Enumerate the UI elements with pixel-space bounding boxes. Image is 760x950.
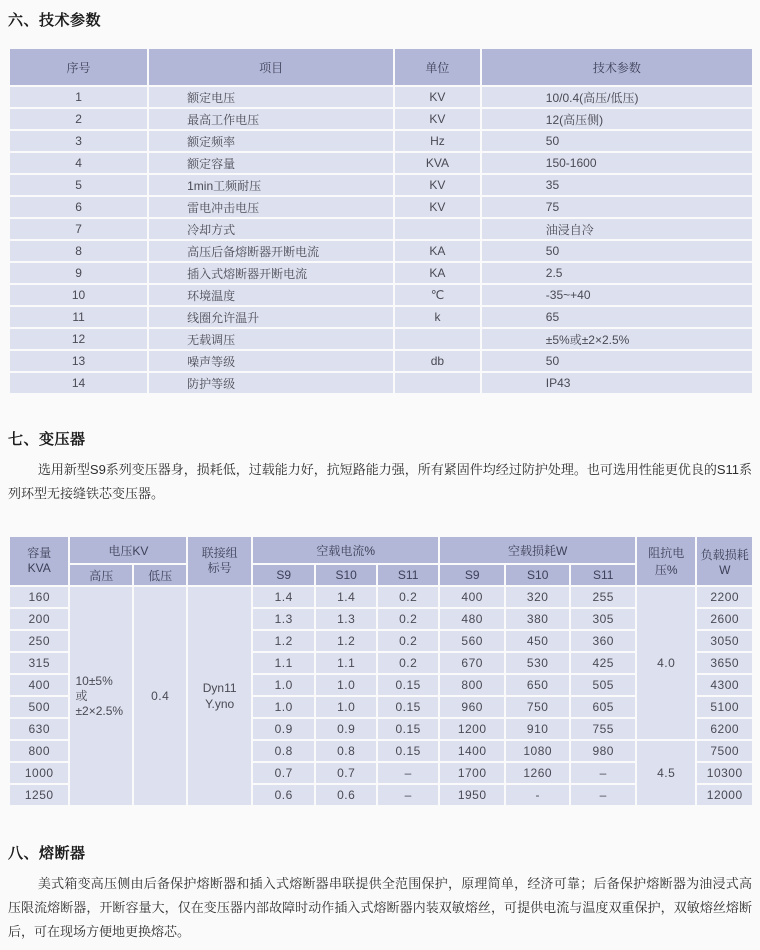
table-cell: 3050 — [697, 631, 752, 651]
table-cell: 2 — [10, 109, 147, 129]
table-cell: 360 — [571, 631, 635, 651]
table-cell: 0.6 — [316, 785, 375, 805]
table-cell: db — [395, 351, 480, 371]
table-cell: 0.15 — [378, 675, 439, 695]
table-cell: 50 — [482, 241, 752, 261]
t2-col-lv: 低压 — [134, 565, 186, 585]
table-cell: 0.6 — [253, 785, 315, 805]
t1-col-unit: 单位 — [395, 49, 480, 85]
table-cell: 400 — [440, 587, 504, 607]
table-cell: 450 — [506, 631, 570, 651]
table-cell: 雷电冲击电压 — [149, 197, 393, 217]
t2-col-connection: 联接组 标号 — [188, 537, 251, 585]
table-cell: 315 — [10, 653, 68, 673]
table-cell: Dyn11 Y.yno — [188, 587, 251, 805]
table-cell: 0.15 — [378, 741, 439, 761]
table-cell: 0.15 — [378, 719, 439, 739]
table-cell: 环境温度 — [149, 285, 393, 305]
table-cell: 980 — [571, 741, 635, 761]
section-7-heading: 七、变压器 — [8, 431, 86, 448]
table-cell: 7 — [10, 219, 147, 239]
table-cell: 插入式熔断器开断电流 — [149, 263, 393, 283]
table-row — [10, 175, 752, 195]
table-cell — [395, 373, 480, 393]
table-cell: 0.8 — [316, 741, 375, 761]
table-cell: 255 — [571, 587, 635, 607]
table-cell: 油浸自冷 — [482, 219, 752, 239]
table-cell: 1950 — [440, 785, 504, 805]
table-cell: 910 — [506, 719, 570, 739]
table-cell: 1 — [10, 87, 147, 107]
table-row — [10, 263, 752, 283]
table-cell: 4.5 — [637, 741, 695, 805]
table-cell: 6 — [10, 197, 147, 217]
t1-col-value: 技术参数 — [482, 49, 752, 85]
table-cell: 1.4 — [316, 587, 375, 607]
table-cell: 160 — [10, 587, 68, 607]
table-cell: 960 — [440, 697, 504, 717]
table-cell: 50 — [482, 131, 752, 151]
table-cell: 8 — [10, 241, 147, 261]
t2-col-current-s9: S9 — [253, 565, 315, 585]
table-cell: KV — [395, 197, 480, 217]
table-row — [10, 307, 752, 327]
table-cell: 1.2 — [316, 631, 375, 651]
table-cell: 75 — [482, 197, 752, 217]
t2-col-load-loss: 负载损耗W — [697, 537, 752, 585]
table-cell: 0.2 — [378, 653, 439, 673]
t2-col-current-s10: S10 — [316, 565, 375, 585]
t2-col-loss-s11: S11 — [571, 565, 635, 585]
t2-col-noload-loss: 空载损耗W — [440, 537, 635, 563]
table-cell: Hz — [395, 131, 480, 151]
table-cell: 10±5% 或 ±2×2.5% — [70, 587, 132, 805]
table-cell: 305 — [571, 609, 635, 629]
table-header-row — [10, 537, 752, 563]
table-cell: 2.5 — [482, 263, 752, 283]
table-cell — [395, 219, 480, 239]
table-cell: 1080 — [506, 741, 570, 761]
transformer-table — [8, 535, 754, 807]
table-cell: KA — [395, 241, 480, 261]
table-cell: 1.0 — [316, 675, 375, 695]
table-cell — [395, 329, 480, 349]
table-cell: 2600 — [697, 609, 752, 629]
t2-col-loss-s10: S10 — [506, 565, 570, 585]
table-cell: 400 — [10, 675, 68, 695]
t2-col-current-s11: S11 — [378, 565, 439, 585]
table-cell: 750 — [506, 697, 570, 717]
table-cell: 0.2 — [378, 631, 439, 651]
table-cell: 最高工作电压 — [149, 109, 393, 129]
table-cell: 1.1 — [253, 653, 315, 673]
table-cell: 200 — [10, 609, 68, 629]
table-cell: -35~+40 — [482, 285, 752, 305]
table-cell: 9 — [10, 263, 147, 283]
table-cell: 50 — [482, 351, 752, 371]
table-cell: k — [395, 307, 480, 327]
table-cell: 425 — [571, 653, 635, 673]
table-cell: 1200 — [440, 719, 504, 739]
table-cell: 2200 — [697, 587, 752, 607]
table-cell: 560 — [440, 631, 504, 651]
table-cell: 7500 — [697, 741, 752, 761]
table-cell: 冷却方式 — [149, 219, 393, 239]
table-cell: 3 — [10, 131, 147, 151]
table-cell: 320 — [506, 587, 570, 607]
table-cell: 10/0.4(高压/低压) — [482, 87, 752, 107]
section-8-paragraph: 美式箱变高压侧由后备保护熔断器和插入式熔断器串联提供全范围保护，原理简单，经济可靠；后备保护熔断器为油浸式高压限流熔断器，开断容量大，仅在变压器内部故障时动作插入式熔断器内装双敏熔丝，可提供电流与温度双重保护，双敏熔丝熔断后，可在现场方便地更换熔芯。 — [8, 876, 752, 939]
table-cell: – — [378, 763, 439, 783]
table-cell: 670 — [440, 653, 504, 673]
t2-col-impedance: 阻抗电压% — [637, 537, 695, 585]
table-cell: 1260 — [506, 763, 570, 783]
table-cell: 5100 — [697, 697, 752, 717]
table-cell: 13 — [10, 351, 147, 371]
table-cell: 12 — [10, 329, 147, 349]
table-cell: 3650 — [697, 653, 752, 673]
t1-col-serial: 序号 — [10, 49, 147, 85]
table-cell: IP43 — [482, 373, 752, 393]
table-cell: ±5%或±2×2.5% — [482, 329, 752, 349]
table-cell: 1000 — [10, 763, 68, 783]
section-7-paragraph: 选用新型S9系列变压器身，损耗低，过载能力好，抗短路能力强，所有紧固件均经过防护处理。也可选用性能更优良的S11系列环型无接缝铁芯变压器。 — [8, 462, 752, 501]
table-cell: 无载调压 — [149, 329, 393, 349]
table-cell: 1.0 — [253, 675, 315, 695]
table-cell: 5 — [10, 175, 147, 195]
table-cell: 65 — [482, 307, 752, 327]
table-cell: 650 — [506, 675, 570, 695]
table-cell: 12(高压侧) — [482, 109, 752, 129]
table-cell: 噪声等级 — [149, 351, 393, 371]
table-row — [10, 329, 752, 349]
table-cell: 1250 — [10, 785, 68, 805]
table-cell: 额定频率 — [149, 131, 393, 151]
table-row — [10, 219, 752, 239]
table-cell: 1.4 — [253, 587, 315, 607]
t2-col-capacity: 容量 KVA — [10, 537, 68, 585]
table-cell: – — [378, 785, 439, 805]
table-cell: 4300 — [697, 675, 752, 695]
table-cell: 1.2 — [253, 631, 315, 651]
table-cell: ℃ — [395, 285, 480, 305]
t2-col-loss-s9: S9 — [440, 565, 504, 585]
section-8-heading: 八、熔断器 — [8, 845, 86, 862]
table-cell: 1700 — [440, 763, 504, 783]
table-row — [10, 587, 752, 607]
table-cell: 0.9 — [316, 719, 375, 739]
table-cell: 1.1 — [316, 653, 375, 673]
table-row — [10, 197, 752, 217]
table-cell: 0.2 — [378, 609, 439, 629]
table-cell: 0.4 — [134, 587, 186, 805]
table-row — [10, 241, 752, 261]
table-cell: 1.0 — [253, 697, 315, 717]
table-row — [10, 87, 752, 107]
table-cell: 4.0 — [637, 587, 695, 739]
table-cell: 250 — [10, 631, 68, 651]
table-cell: KV — [395, 87, 480, 107]
table-cell: – — [571, 785, 635, 805]
table-cell: 630 — [10, 719, 68, 739]
table-cell: 800 — [440, 675, 504, 695]
table-cell: KA — [395, 263, 480, 283]
table-cell: 0.2 — [378, 587, 439, 607]
t2-col-hv: 高压 — [70, 565, 132, 585]
t2-col-voltage-group: 电压KV — [70, 537, 186, 563]
table-cell: 1.0 — [316, 697, 375, 717]
table-cell: KVA — [395, 153, 480, 173]
table-cell: 线圈允许温升 — [149, 307, 393, 327]
table-row — [10, 351, 752, 371]
table-cell: 0.15 — [378, 697, 439, 717]
table-row — [10, 153, 752, 173]
table-cell: – — [571, 763, 635, 783]
table-cell: 6200 — [697, 719, 752, 739]
table-cell: 505 — [571, 675, 635, 695]
table-cell: 500 — [10, 697, 68, 717]
tech-params-table — [8, 47, 754, 395]
table-cell: 380 — [506, 609, 570, 629]
table-cell: 605 — [571, 697, 635, 717]
table-cell: 10 — [10, 285, 147, 305]
table-row — [10, 131, 752, 151]
table-row — [10, 285, 752, 305]
table-cell: 0.7 — [253, 763, 315, 783]
table-cell: 480 — [440, 609, 504, 629]
table-cell: 0.9 — [253, 719, 315, 739]
table-cell: 530 — [506, 653, 570, 673]
t2-col-noload-current: 空载电流% — [253, 537, 439, 563]
table-cell: KV — [395, 175, 480, 195]
table-cell: 12000 — [697, 785, 752, 805]
table-cell: 额定电压 — [149, 87, 393, 107]
table-cell: 10300 — [697, 763, 752, 783]
table-cell: 0.8 — [253, 741, 315, 761]
table-cell: 35 — [482, 175, 752, 195]
table-cell: 4 — [10, 153, 147, 173]
table-cell: 14 — [10, 373, 147, 393]
table-cell: 11 — [10, 307, 147, 327]
table-cell: 1.3 — [316, 609, 375, 629]
table-cell: 防护等级 — [149, 373, 393, 393]
table-row — [10, 109, 752, 129]
section-6-heading: 六、技术参数 — [8, 12, 102, 29]
table-cell: 755 — [571, 719, 635, 739]
table-cell: 高压后备熔断器开断电流 — [149, 241, 393, 261]
table-cell: 800 — [10, 741, 68, 761]
table-cell: 150-1600 — [482, 153, 752, 173]
table-cell: - — [506, 785, 570, 805]
table-cell: 0.7 — [316, 763, 375, 783]
t1-col-item: 项目 — [149, 49, 393, 85]
table-cell: 1min工频耐压 — [149, 175, 393, 195]
table-cell: KV — [395, 109, 480, 129]
table-row — [10, 373, 752, 393]
table-cell: 额定容量 — [149, 153, 393, 173]
table-cell: 1.3 — [253, 609, 315, 629]
table-cell: 1400 — [440, 741, 504, 761]
table-header-row — [10, 49, 752, 85]
